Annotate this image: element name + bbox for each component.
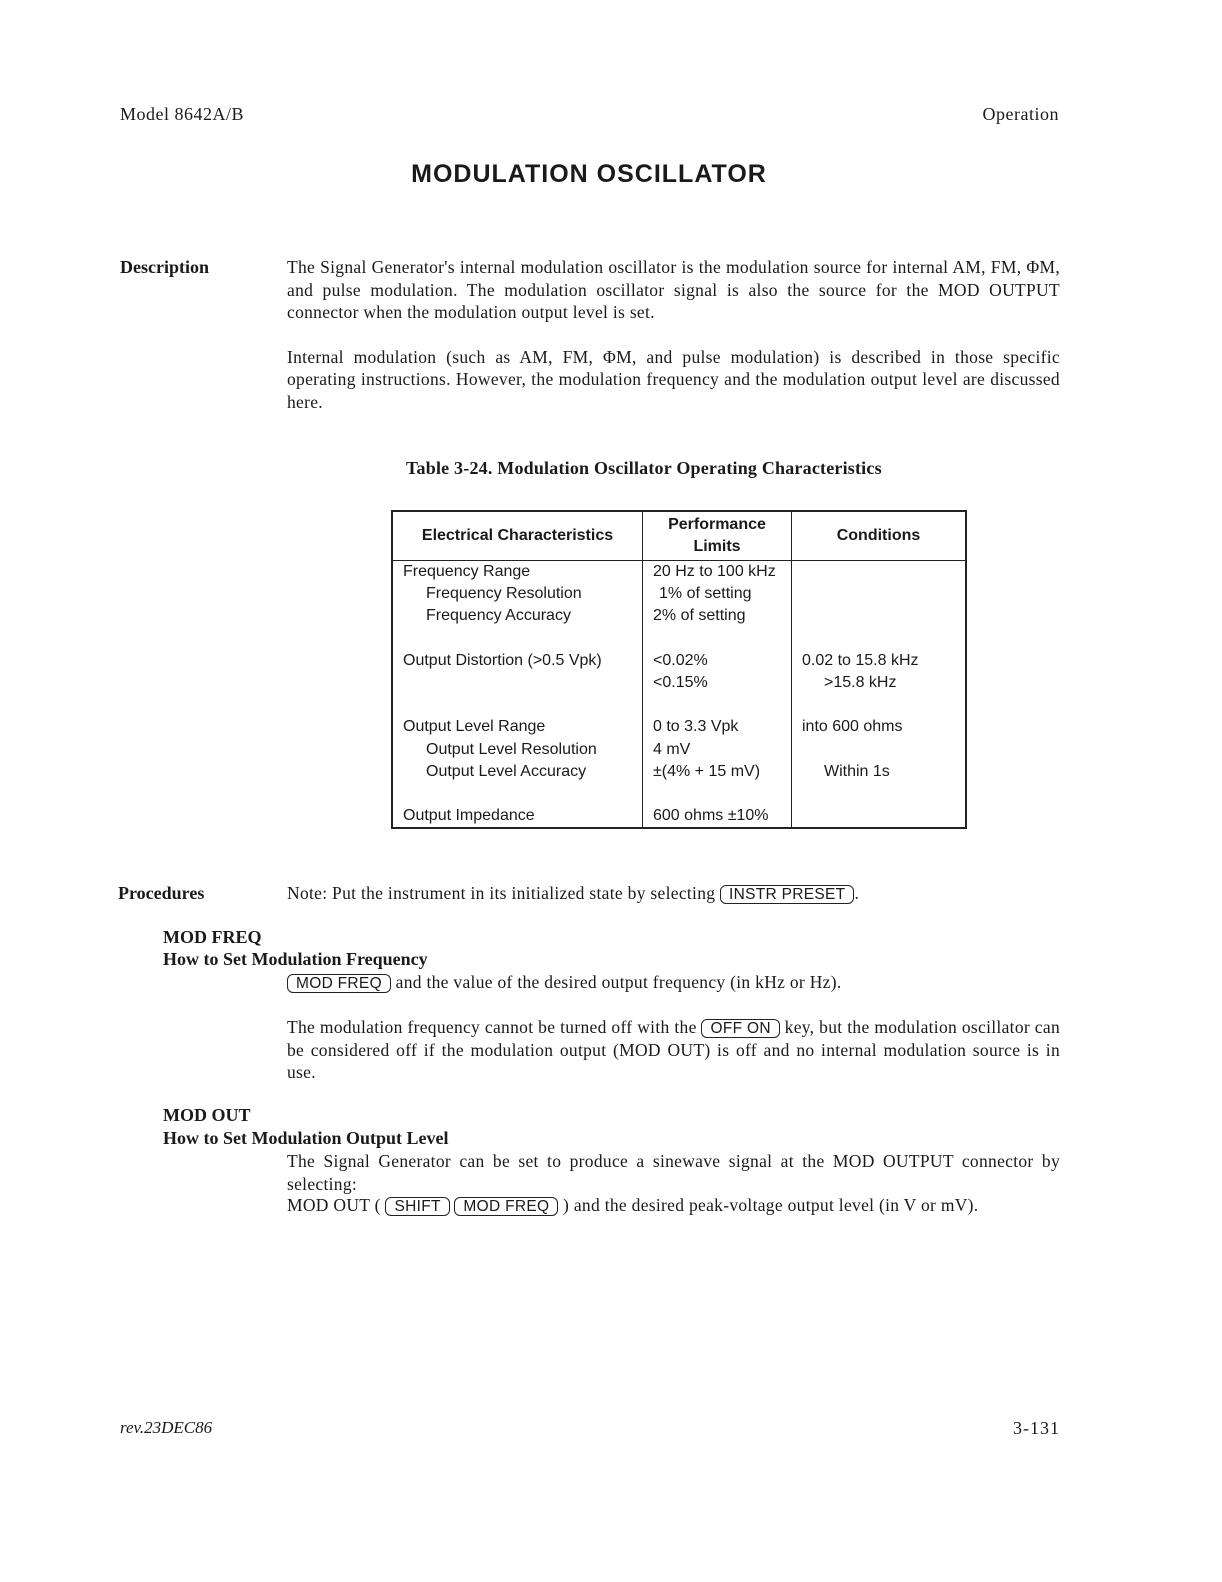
- conditions-column: [792, 561, 967, 829]
- table-body-row: [392, 561, 966, 829]
- mod-freq-heading: MOD FREQ: [163, 927, 262, 947]
- header-conditions: Conditions: [792, 511, 967, 561]
- cell: into 600 ohms: [802, 718, 903, 736]
- description-text: [287, 256, 1060, 435]
- procedures-note: [287, 882, 859, 905]
- mod-out-heading: MOD OUT: [163, 1105, 251, 1125]
- header-performance: Performance Limits: [643, 511, 792, 561]
- cell: Output Level Accuracy: [426, 762, 587, 780]
- procedures-label: Procedures: [118, 883, 205, 903]
- cell: 0.02 to 15.8 kHz: [802, 651, 919, 669]
- cell: 20 Hz to 100 kHz: [653, 563, 776, 580]
- footer-page-number: 3-131: [1013, 1418, 1060, 1438]
- electrical-column: [392, 561, 643, 829]
- shift-key[interactable]: SHIFT: [385, 1197, 449, 1216]
- header-electrical: Electrical Characteristics: [392, 511, 643, 561]
- note-end: .: [854, 883, 860, 903]
- cell: 2% of setting: [653, 607, 746, 625]
- mod-freq-line-text: and the value of the desired output frequency (in kHz or Hz).: [395, 972, 842, 992]
- page-title: MODULATION OSCILLATOR: [411, 160, 767, 188]
- table-caption: Table 3-24. Modulation Oscillator Operating Characteristics: [406, 458, 882, 478]
- cell: Output Level Range: [403, 718, 546, 736]
- description-paragraph-2: Internal modulation (such as AM, FM, ΦM, and pulse modulation) is described in those specific operating instructions. However, the modulation frequency and the modulation output level are discussed here.: [287, 346, 1060, 412]
- header-section: Operation: [982, 104, 1059, 124]
- cell: <0.15%: [653, 674, 708, 691]
- mod-out-subheading: How to Set Modulation Output Level: [163, 1128, 449, 1148]
- mod-out-paragraph-2: [287, 1194, 1060, 1217]
- description-paragraph-1: The Signal Generator's internal modulation oscillator is the modulation source for internal AM, FM, ΦM, and pulse modulation. The modulation oscillator signal is also the source for the MOD OUTPUT connector when the modulation output level is set.: [287, 257, 1060, 322]
- mod-out-paragraph-1: The Signal Generator can be set to produce a sinewave signal at the MOD OUTPUT connector by selecting:: [287, 1151, 1060, 1194]
- cell: Frequency Accuracy: [426, 607, 571, 625]
- cell: >15.8 kHz: [824, 673, 897, 691]
- mod-freq-line: [287, 971, 842, 994]
- mod-freq-subheading: How to Set Modulation Frequency: [163, 949, 428, 969]
- cell: Output Level Resolution: [426, 740, 597, 758]
- characteristics-table: [391, 510, 967, 829]
- mod-freq-paragraph: [287, 1016, 1060, 1084]
- off-on-key[interactable]: OFF ON: [701, 1019, 779, 1038]
- mod-out-p2-end: ) and the desired peak-voltage output level (in V or mV).: [563, 1195, 979, 1215]
- cell: Frequency Resolution: [426, 585, 582, 603]
- cell: ±(4% + 15 mV): [653, 762, 761, 780]
- note-text: Note: Put the instrument in its initialized state by selecting: [287, 883, 716, 903]
- mod-freq-key[interactable]: MOD FREQ: [287, 974, 391, 993]
- cell: 4 mV: [653, 740, 691, 758]
- cell: Frequency Range: [403, 563, 531, 580]
- mod-freq-p2-after: key, but the modulation oscillator can be considered off if the modulation output (MOD OUT) is off and no internal modulation source is in use.: [287, 1017, 1060, 1082]
- cell: Output Distortion (>0.5 Vpk): [403, 651, 602, 669]
- header-model: Model 8642A/B: [120, 104, 245, 124]
- table-header-row: [392, 511, 966, 561]
- cell: Output Impedance: [403, 807, 535, 825]
- mod-freq-p2-before: The modulation frequency cannot be turned off with the: [287, 1017, 697, 1037]
- description-label: Description: [120, 257, 209, 277]
- mod-out-p2-start: MOD OUT (: [287, 1195, 381, 1215]
- cell: <0.02%: [653, 651, 708, 669]
- cell: 600 ohms ±10%: [653, 807, 769, 825]
- performance-column: [643, 561, 792, 829]
- cell: 0 to 3.3 Vpk: [653, 718, 739, 736]
- instr-preset-key[interactable]: INSTR PRESET: [720, 885, 854, 904]
- mod-freq-key-2[interactable]: MOD FREQ: [454, 1197, 558, 1216]
- footer-revision: rev.23DEC86: [120, 1418, 213, 1437]
- cell: Within 1s: [824, 762, 890, 780]
- cell: 1% of setting: [659, 585, 752, 603]
